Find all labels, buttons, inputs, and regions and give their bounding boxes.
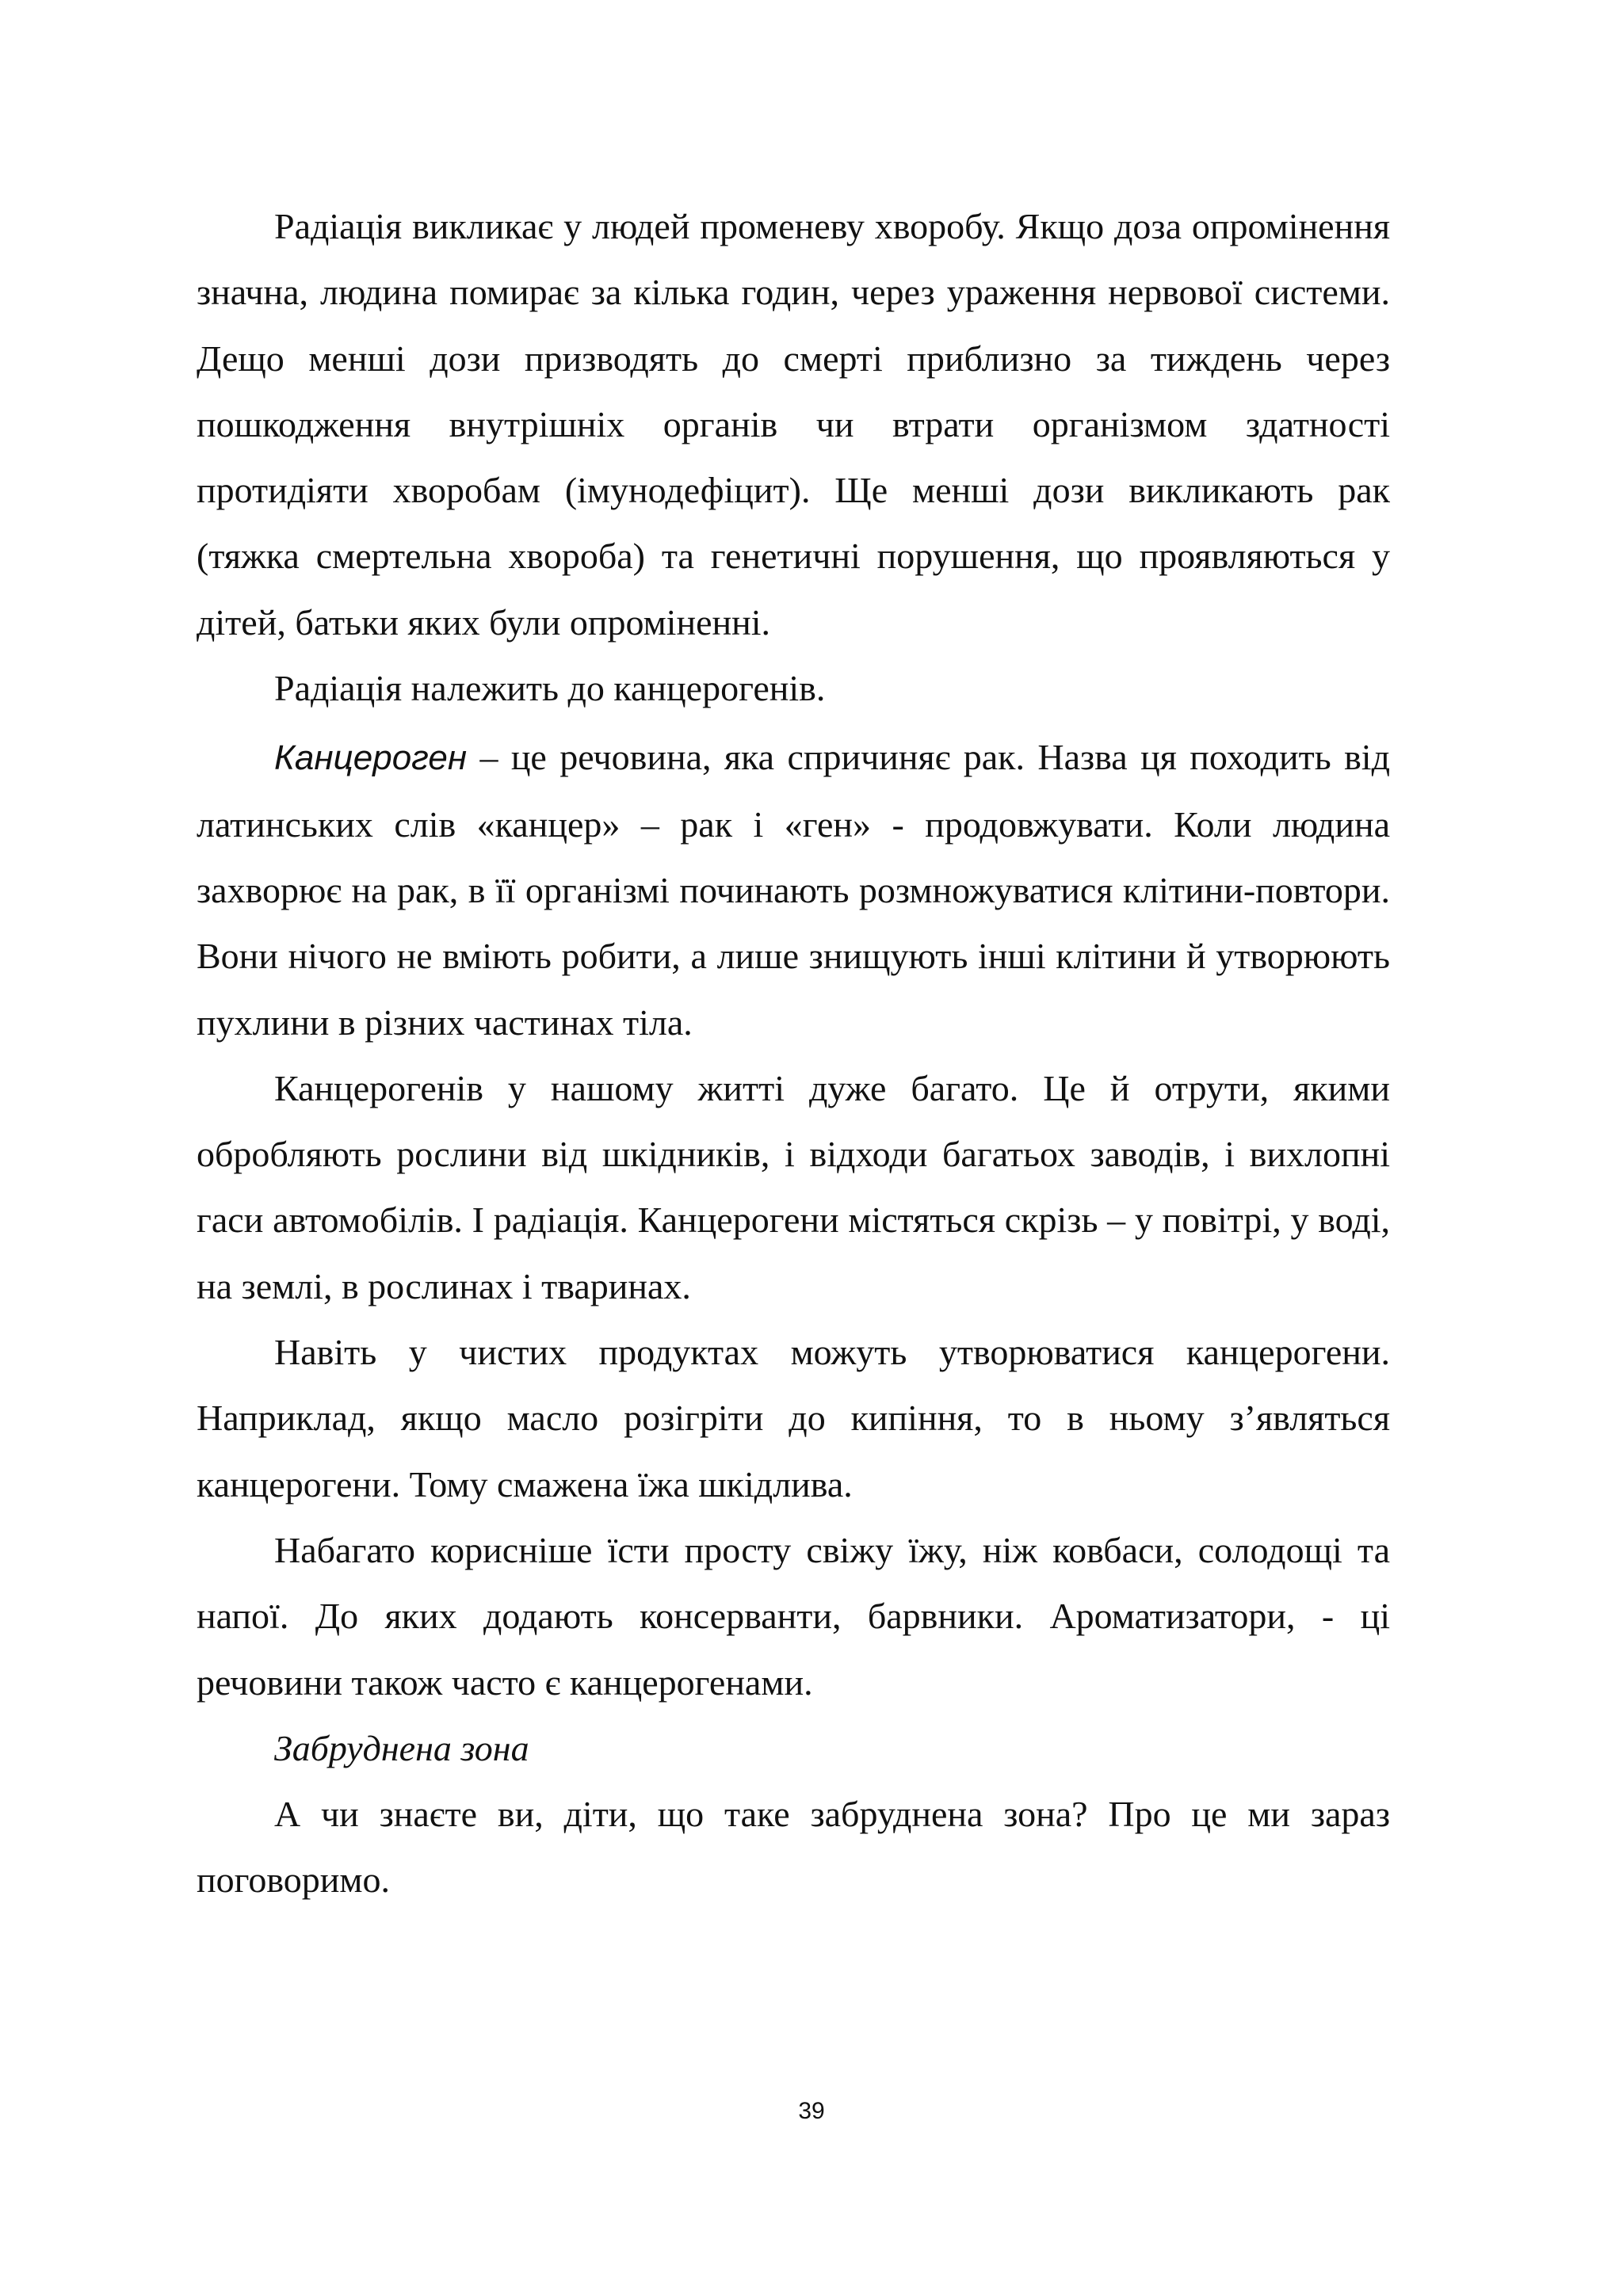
section-heading-contaminated-zone: Забруднена зона <box>274 1727 529 1768</box>
paragraph-clean-products: Навіть у чистих продуктах можуть утворюватися канцерогени. Наприклад, якщо масло розігріти до кипіння, то в ньому з’являться канцерогени. Тому смажена їжа шкідлива. <box>197 1332 1390 1505</box>
page-content <box>197 193 1390 1913</box>
paragraph-radiation-illness: Радіація викликає у людей променеву хворобу. Якщо доза опромінення значна, людина помирає за кілька годин, через ураження нервової системи. Дещо менші дози призводять до смерті приблизно за тиждень через пошкодження внутрішніх органів чи втрати організмом здатності протидіяти хворобам (імунодефіцит). Ще менші дози викликають рак (тяжка смертельна хвороба) та генетичні порушення, що проявляються у дітей, батьки яких були опроміненні. <box>197 206 1390 643</box>
paragraph-healthy-food: Набагато корисніше їсти просту свіжу їжу, ніж ковбаси, солодощі та напої. До яких додають консерванти, барвники. Ароматизатори, - ці речовини також часто є канцерогенами. <box>197 1529 1390 1703</box>
paragraph-carcinogens-everywhere: Канцерогенів у нашому житті дуже багато. Це й отрути, якими обробляють рослини від шкідників, і відходи багатьох заводів, і вихлопні гаси автомобілів. І радіація. Канцерогени містяться скрізь – у повітрі, у воді, на землі, в рослинах і тваринах. <box>197 1067 1390 1306</box>
paragraph-carcinogen-definition <box>197 724 1390 1055</box>
term-carcinogen: Канцероген <box>274 738 468 778</box>
paragraph-radiation-carcinogen: Радіація належить до канцерогенів. <box>274 668 826 709</box>
paragraph-contaminated-zone-question: А чи знаєте ви, діти, що таке забруднена зона? Про це ми зараз поговоримо. <box>197 1794 1390 1901</box>
page-number: 39 <box>798 2098 825 2124</box>
carcinogen-definition-text: – це речовина, яка спричиняє рак. Назва ця походить від латинських слів «канцер» – рак і «ген» - продовжувати. Коли людина захворює на рак, в її організмі починають розмножуватися клітини-повтори. Вони нічого не вміють робити, а лише знищують інші клітини й утворюють пухлини в різних частинах тіла. <box>197 737 1390 1043</box>
